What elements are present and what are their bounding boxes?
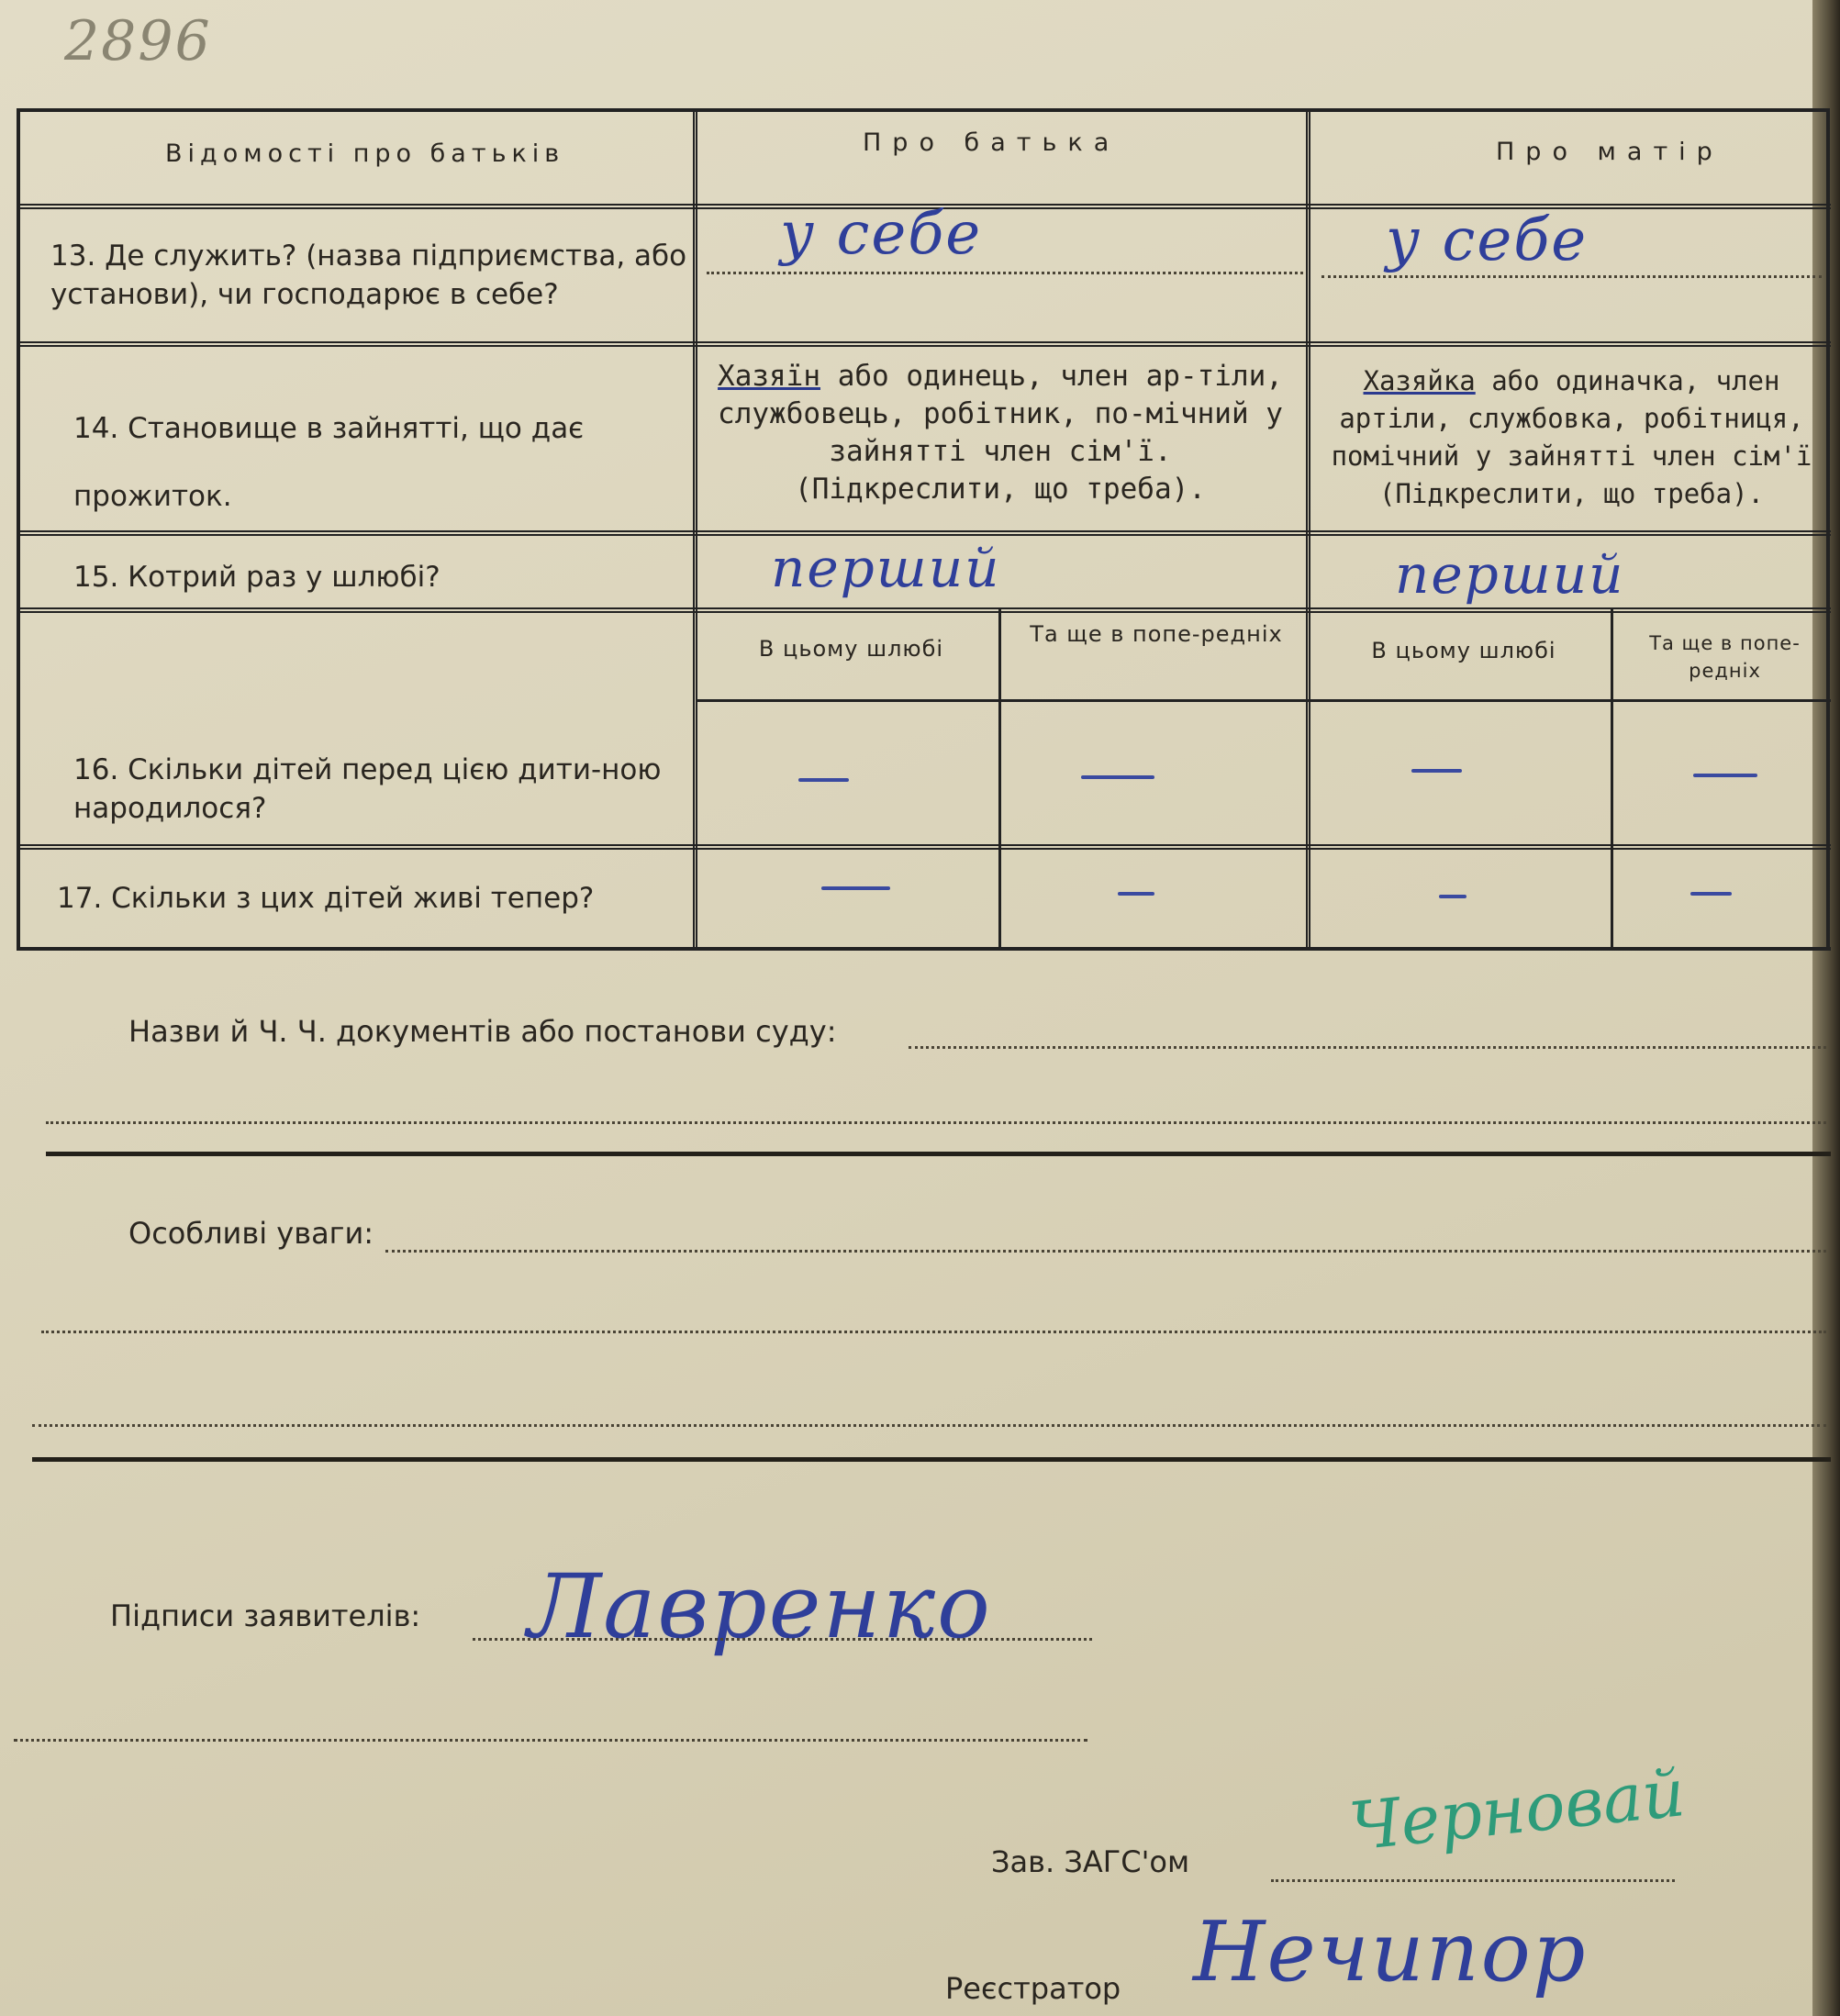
table-top-border xyxy=(18,108,1826,112)
table-left-border xyxy=(17,108,20,951)
signature-line xyxy=(14,1739,1087,1742)
row-13-label: 13. Де служить? (назва підприємства, або установи), чи господарює в себе? xyxy=(50,239,687,311)
subheader-father-this-marriage: В цьому шлюбі xyxy=(758,636,944,662)
column-divider xyxy=(693,108,697,951)
section-rule xyxy=(46,1152,1831,1156)
documents-label: Назви й Ч. Ч. документів або постанови суду: xyxy=(128,1014,837,1049)
row-16-value xyxy=(1081,775,1154,779)
subheader-father-previous: Та ще в попе-редніх xyxy=(1030,621,1283,647)
row-16-value xyxy=(798,778,849,782)
row-divider xyxy=(18,341,1831,347)
row-14-mother-options xyxy=(1321,362,1822,513)
zags-signature: Черновай xyxy=(1345,1754,1689,1866)
row-15-label: 15. Котрий раз у шлюбі? xyxy=(73,561,440,594)
row-17-value xyxy=(821,886,890,890)
row-divider xyxy=(18,530,1831,536)
archive-number: 2896 xyxy=(64,9,212,73)
documents-line xyxy=(909,1046,1826,1049)
signatures-label: Підписи заявителів: xyxy=(110,1598,421,1633)
applicant-signature: Лавренко xyxy=(528,1555,992,1658)
row-13-father-line xyxy=(707,272,1303,274)
zags-label: Зав. ЗАГС'ом xyxy=(991,1844,1190,1879)
header-parents-info: Відомості про батьків xyxy=(165,139,565,168)
row-17-value xyxy=(1690,892,1732,896)
table-right-border xyxy=(1826,108,1830,951)
row-14-father-selected: Хазяїн xyxy=(718,360,821,393)
header-about-mother: Про матір xyxy=(1496,138,1723,166)
notes-line xyxy=(32,1424,1826,1427)
row-14-label: 14. Становище в зайнятті, що дає прожиток. xyxy=(73,412,585,513)
row-13-father-value: у себе xyxy=(780,200,983,268)
row-13-mother-line xyxy=(1321,275,1822,278)
documents-line xyxy=(46,1121,1826,1124)
row-15-father-value: перший xyxy=(771,537,1001,599)
row-17-value xyxy=(1118,892,1154,896)
row-13-mother-value: у себе xyxy=(1386,206,1589,274)
row-15-mother-value: перший xyxy=(1395,543,1625,606)
row-16-label: 16. Скільки дітей перед цією дити-ною народилося? xyxy=(73,753,662,825)
row-16-value xyxy=(1411,769,1462,773)
row-17-label: 17. Скільки з цих дітей живі тепер? xyxy=(57,882,595,915)
section-rule xyxy=(32,1457,1831,1462)
column-divider xyxy=(1611,607,1613,947)
header-about-father: Про батька xyxy=(863,128,1121,157)
row-14-father-rest: або одинець, член ар-тіли, службовець, робітник, по-мічний у зайнятті член сім'ї. (Підкреслити, що треба). xyxy=(718,360,1283,506)
row-14-mother-selected: Хазяйка xyxy=(1363,365,1476,396)
row-divider xyxy=(18,844,1831,850)
notes-line xyxy=(41,1331,1826,1333)
row-17-value xyxy=(1439,895,1466,898)
column-divider xyxy=(998,607,1001,947)
subheader-mother-this-marriage: В цьому шлюбі xyxy=(1371,638,1556,663)
zags-line xyxy=(1271,1879,1675,1882)
signature-line xyxy=(473,1638,1092,1641)
notes-label: Особливі уваги: xyxy=(128,1216,374,1251)
notes-line xyxy=(385,1250,1826,1253)
row-14-father-options xyxy=(711,358,1289,508)
row-16-value xyxy=(1693,774,1757,777)
table-bottom-border xyxy=(18,947,1831,951)
row-14-mother-rest: або одиначка, член артіли, службовка, робітниця, помічний у зайнятті член сім'ї (Підкреслити, що треба). xyxy=(1331,365,1812,509)
subheader-mother-previous: Та ще в попе-редніх xyxy=(1649,632,1801,682)
registrar-signature: Нечипор xyxy=(1193,1904,1588,2000)
row-divider xyxy=(18,607,1831,613)
registrar-label: Реєстратор xyxy=(945,1971,1121,2006)
subheader-divider xyxy=(697,699,1831,702)
column-divider xyxy=(1306,108,1310,951)
